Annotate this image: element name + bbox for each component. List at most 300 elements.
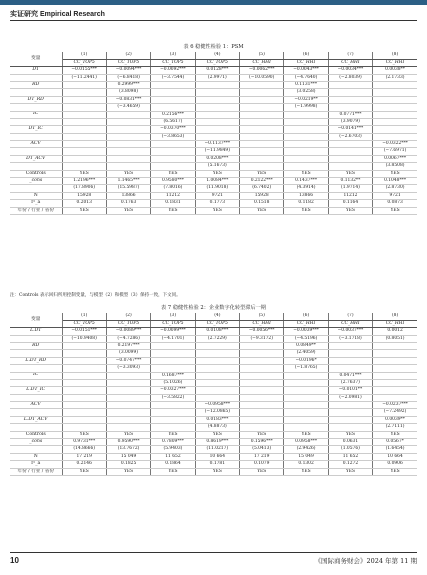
- table-cell: [328, 163, 372, 170]
- table-cell: [373, 387, 417, 394]
- row-label: [10, 409, 62, 416]
- table-cell: [328, 365, 372, 372]
- table-row: [10, 372, 417, 379]
- table-cell: 0.9590***: [106, 439, 150, 446]
- table-cell: 0.2146: [62, 461, 106, 468]
- table-cell: (11.0217): [195, 446, 239, 453]
- table-cell: −0.0056***: [240, 328, 284, 335]
- column-header: CC_TOP5: [62, 320, 106, 328]
- table7: [10, 313, 417, 476]
- table-cell: (2.1733): [373, 74, 417, 81]
- table-cell: [195, 96, 239, 103]
- table-cell: [195, 357, 239, 364]
- table-cell: [62, 402, 106, 409]
- table-cell: [62, 148, 106, 155]
- table-cell: [284, 111, 328, 118]
- column-number: (8): [373, 313, 417, 320]
- row-label: _cons: [10, 439, 62, 446]
- header-color-bar: [0, 0, 427, 5]
- table-row: [10, 365, 417, 372]
- table-cell: [373, 81, 417, 88]
- table-cell: 0.1164: [328, 200, 372, 207]
- row-label: ACV: [10, 402, 62, 409]
- table-cell: 0.2013: [62, 200, 106, 207]
- table-cell: [106, 141, 150, 148]
- table-row: [10, 185, 417, 192]
- table-cell: 15928: [62, 192, 106, 199]
- row-label: 年份 / 行业 / 省份: [10, 207, 62, 214]
- table-cell: [62, 409, 106, 416]
- table-cell: YES: [284, 207, 328, 214]
- table-cell: [328, 409, 372, 416]
- table-cell: [106, 387, 150, 394]
- table-cell: 1.2196***: [62, 178, 106, 185]
- table-cell: (−3.7544): [151, 74, 195, 81]
- table-cell: [240, 133, 284, 140]
- table-cell: [328, 350, 372, 357]
- table-row: [10, 342, 417, 349]
- table-cell: (14.8666): [62, 446, 106, 453]
- table-row: [10, 335, 417, 342]
- table-cell: [151, 424, 195, 431]
- column-header: CC_TOP5: [195, 59, 239, 67]
- table-cell: [151, 81, 195, 88]
- column-number: (5): [240, 313, 284, 320]
- table-cell: 0.2197***: [106, 342, 150, 349]
- table-cell: [62, 379, 106, 386]
- table-cell: [62, 342, 106, 349]
- table-cell: [62, 126, 106, 133]
- table-row: [10, 74, 417, 81]
- table-cell: 10 664: [195, 453, 239, 460]
- table-cell: [106, 118, 150, 125]
- table-cell: −0.0327***: [151, 387, 195, 394]
- table-cell: [240, 104, 284, 111]
- table-cell: −0.0151***: [62, 328, 106, 335]
- table-corner-label: 变量: [10, 52, 62, 67]
- table-cell: (4.3914): [284, 185, 328, 192]
- row-label: [10, 104, 62, 111]
- table-cell: 0.1048***: [373, 178, 417, 185]
- table-cell: YES: [284, 468, 328, 475]
- row-label: RD: [10, 81, 62, 88]
- table-row: [10, 357, 417, 364]
- table-cell: (2.9426): [284, 446, 328, 453]
- table-cell: [328, 96, 372, 103]
- table-cell: (3.8098): [106, 89, 150, 96]
- table-cell: YES: [62, 431, 106, 438]
- column-number: (4): [195, 52, 239, 59]
- table-cell: 0.7809***: [151, 439, 195, 446]
- table-cell: [62, 416, 106, 423]
- table-cell: (3.0099): [106, 350, 150, 357]
- table-cell: [195, 365, 239, 372]
- table-cell: −0.0370***: [151, 126, 195, 133]
- table-cell: 15 049: [284, 453, 328, 460]
- table-cell: (−11.2441): [62, 74, 106, 81]
- table-cell: 0.0567*: [373, 439, 417, 446]
- table-cell: [240, 141, 284, 148]
- table-cell: [151, 342, 195, 349]
- table-cell: [62, 104, 106, 111]
- row-label: [10, 379, 62, 386]
- table-row: [10, 141, 417, 148]
- table-cell: 0.1596***: [240, 439, 284, 446]
- table-cell: [240, 163, 284, 170]
- column-number: (3): [151, 52, 195, 59]
- row-label: [10, 446, 62, 453]
- table-cell: [373, 89, 417, 96]
- column-header: CC_HHI: [373, 320, 417, 328]
- row-label: ACV: [10, 141, 62, 148]
- table-cell: YES: [240, 431, 284, 438]
- table-cell: YES: [151, 468, 195, 475]
- table-row: [10, 453, 417, 460]
- column-number: (7): [328, 52, 372, 59]
- table-cell: (−4.5196): [284, 335, 328, 342]
- column-header: CC_HHI: [240, 320, 284, 328]
- table-cell: 0.2156***: [151, 111, 195, 118]
- table-cell: [373, 394, 417, 401]
- table-cell: [151, 416, 195, 423]
- table-cell: [195, 394, 239, 401]
- table-cell: (13.7672): [106, 446, 150, 453]
- table-row: [10, 394, 417, 401]
- table-cell: [373, 342, 417, 349]
- table-cell: −0.0062***: [240, 67, 284, 74]
- table-cell: 15 049: [106, 453, 150, 460]
- table-cell: (2.4059): [284, 350, 328, 357]
- table-cell: [62, 141, 106, 148]
- table-cell: (5.1026): [151, 379, 195, 386]
- table-cell: (2.7111): [373, 424, 417, 431]
- table6-caption: 表 6 稳健性检验 1：PSM: [183, 44, 244, 50]
- table-cell: (−10.0590): [240, 74, 284, 81]
- journal-issue: 《国际商务财会》2024 年第 11 期: [314, 557, 417, 565]
- table-cell: [62, 155, 106, 162]
- column-number: (1): [62, 52, 106, 59]
- column-header: CC_HHI: [284, 59, 328, 67]
- table-cell: 0.1302: [284, 461, 328, 468]
- table-cell: [284, 409, 328, 416]
- table-cell: [240, 394, 284, 401]
- table-row: [10, 126, 417, 133]
- table-cell: 0.2122***: [240, 178, 284, 185]
- table-cell: 0.1518: [240, 200, 284, 207]
- table-cell: YES: [62, 170, 106, 177]
- table-cell: [284, 372, 328, 379]
- table-cell: [240, 372, 284, 379]
- row-label: _cons: [10, 178, 62, 185]
- table-row: [10, 111, 417, 118]
- table-cell: [106, 379, 150, 386]
- table-cell: 0.0771***: [328, 111, 372, 118]
- table6: [10, 52, 417, 215]
- table-cell: −0.0092***: [151, 67, 195, 74]
- table-cell: (17.8906): [62, 185, 106, 192]
- table-cell: [195, 126, 239, 133]
- table-cell: [106, 155, 150, 162]
- table-cell: −0.0141***: [328, 126, 372, 133]
- table-cell: (6.5617): [151, 118, 195, 125]
- table-row: [10, 148, 417, 155]
- table-cell: 11 652: [151, 453, 195, 460]
- table-cell: 0.9731***: [62, 439, 106, 446]
- table-cell: YES: [106, 431, 150, 438]
- table-cell: YES: [62, 468, 106, 475]
- table-cell: YES: [151, 207, 195, 214]
- table-cell: [240, 148, 284, 155]
- table-cell: [151, 402, 195, 409]
- table-cell: [240, 365, 284, 372]
- table-cell: 17 219: [62, 453, 106, 460]
- column-header: CC_TOP5: [62, 59, 106, 67]
- table-cell: (2.7637): [328, 379, 372, 386]
- table-cell: (11.9018): [195, 185, 239, 192]
- table-cell: 0.0067***: [373, 155, 417, 162]
- table-cell: −0.1137***: [195, 141, 239, 148]
- table-corner-label: 变量: [10, 313, 62, 328]
- table-cell: [328, 402, 372, 409]
- table-cell: 0.0849**: [284, 342, 328, 349]
- table-row: [10, 328, 417, 335]
- table-cell: [62, 372, 106, 379]
- table-cell: (−2.6703): [328, 133, 372, 140]
- row-label: [10, 74, 62, 81]
- column-number: (6): [284, 313, 328, 320]
- table-cell: (−7.2492): [373, 409, 417, 416]
- table-cell: −0.0747***: [106, 357, 150, 364]
- row-label: IC: [10, 111, 62, 118]
- table-cell: (−7.6971): [373, 148, 417, 155]
- table-cell: −0.0237***: [373, 402, 417, 409]
- table-cell: (1.0576): [328, 446, 372, 453]
- row-label: L.DT_IC: [10, 387, 62, 394]
- table-cell: [284, 126, 328, 133]
- table-cell: [195, 81, 239, 88]
- table-cell: 13866: [106, 192, 150, 199]
- row-label: [10, 118, 62, 125]
- table-cell: [240, 387, 284, 394]
- table-row: [10, 350, 417, 357]
- table-cell: 0.1079: [240, 461, 284, 468]
- table-cell: [151, 365, 195, 372]
- table-cell: (1.6454): [373, 446, 417, 453]
- table-cell: 0.8619***: [195, 439, 239, 446]
- table-cell: [373, 350, 417, 357]
- table-cell: [373, 126, 417, 133]
- table-cell: YES: [328, 207, 372, 214]
- table-cell: YES: [151, 170, 195, 177]
- table-cell: (−3.4659): [106, 104, 150, 111]
- table-cell: [240, 402, 284, 409]
- table-cell: −0.0043***: [284, 67, 328, 74]
- table-cell: 0.0183***: [195, 416, 239, 423]
- section-heading: 实证研究 Empirical Research: [10, 11, 105, 18]
- table-cell: [106, 394, 150, 401]
- table-cell: 0.0631: [328, 439, 372, 446]
- table-cell: [106, 126, 150, 133]
- table-cell: [284, 141, 328, 148]
- table-cell: [240, 379, 284, 386]
- table-cell: [240, 342, 284, 349]
- table-cell: −0.0034***: [328, 67, 372, 74]
- table-cell: (6.7402): [240, 185, 284, 192]
- table-cell: [195, 118, 239, 125]
- table-cell: [106, 111, 150, 118]
- table-cell: YES: [328, 468, 372, 475]
- table-cell: [62, 350, 106, 357]
- row-label: [10, 163, 62, 170]
- table-cell: YES: [106, 468, 150, 475]
- table-cell: YES: [373, 431, 417, 438]
- row-label: IC: [10, 372, 62, 379]
- row-label: [10, 365, 62, 372]
- table-cell: 0.0958***: [284, 439, 328, 446]
- column-header: CC_TOP5: [106, 59, 150, 67]
- table-row: [10, 192, 417, 199]
- column-number: (5): [240, 52, 284, 59]
- table-cell: (0.8051): [373, 335, 417, 342]
- table-cell: [240, 81, 284, 88]
- table-cell: [62, 133, 106, 140]
- table-cell: [151, 155, 195, 162]
- row-label: [10, 148, 62, 155]
- column-number: (2): [106, 313, 150, 320]
- table-cell: YES: [62, 207, 106, 214]
- table-cell: (3.8508): [373, 163, 417, 170]
- table-cell: (5.0413): [240, 446, 284, 453]
- table-cell: (−11.9849): [195, 148, 239, 155]
- table-cell: [240, 350, 284, 357]
- table-cell: [240, 118, 284, 125]
- table-cell: (−3.1718): [328, 335, 372, 342]
- table-cell: [284, 148, 328, 155]
- table-cell: [328, 89, 372, 96]
- table-cell: [240, 111, 284, 118]
- table-cell: [284, 163, 328, 170]
- table-cell: [62, 163, 106, 170]
- table-cell: [62, 81, 106, 88]
- table-cell: 9721: [373, 192, 417, 199]
- table-cell: −0.0219**: [284, 96, 328, 103]
- table-cell: [151, 350, 195, 357]
- table-cell: [284, 133, 328, 140]
- table-cell: [373, 111, 417, 118]
- row-label: Controls: [10, 431, 62, 438]
- table-cell: YES: [240, 207, 284, 214]
- table-cell: [195, 133, 239, 140]
- table-cell: [284, 424, 328, 431]
- table-row: [10, 178, 417, 185]
- row-label: L.DT_ACV: [10, 416, 62, 423]
- table-cell: −0.0831***: [106, 96, 150, 103]
- column-header: CC_HHI: [284, 320, 328, 328]
- table-cell: [240, 89, 284, 96]
- column-header: CC_TOP5: [151, 320, 195, 328]
- table-cell: [240, 155, 284, 162]
- table-row: [10, 81, 417, 88]
- table-cell: YES: [373, 170, 417, 177]
- row-label: [10, 133, 62, 140]
- table-cell: 15928: [240, 192, 284, 199]
- table-cell: [106, 402, 150, 409]
- table-cell: [62, 365, 106, 372]
- table-cell: 0.1182: [284, 200, 328, 207]
- table-cell: YES: [195, 468, 239, 475]
- table-cell: YES: [195, 170, 239, 177]
- table-row: [10, 207, 417, 214]
- header-rule: [10, 20, 417, 21]
- table-row: [10, 379, 417, 386]
- table-row: [10, 431, 417, 438]
- table-cell: [328, 81, 372, 88]
- row-label: [10, 394, 62, 401]
- table-cell: 17 219: [240, 453, 284, 460]
- table-cell: 13866: [284, 192, 328, 199]
- table-cell: 11212: [151, 192, 195, 199]
- table-row: [10, 424, 417, 431]
- table-cell: [328, 155, 372, 162]
- table-cell: [328, 104, 372, 111]
- table-cell: 0.1825: [106, 461, 150, 468]
- table-cell: 0.0471***: [328, 372, 372, 379]
- table-cell: (1.9714): [328, 185, 372, 192]
- table-cell: (7.8016): [151, 185, 195, 192]
- table-cell: 0.0873: [373, 200, 417, 207]
- column-number: (4): [195, 313, 239, 320]
- table-row: [10, 409, 417, 416]
- table-cell: (−3.3093): [106, 365, 150, 372]
- table-cell: 0.1763: [106, 200, 150, 207]
- table-cell: YES: [284, 431, 328, 438]
- column-header: CC_HHI: [328, 320, 372, 328]
- table-row: [10, 89, 417, 96]
- row-label: DT_ACV: [10, 155, 62, 162]
- table-cell: 0.1687***: [151, 372, 195, 379]
- column-number: (2): [106, 52, 150, 59]
- table-cell: 0.1132**: [328, 178, 372, 185]
- column-number: (7): [328, 313, 372, 320]
- table-cell: [328, 357, 372, 364]
- table-cell: [284, 118, 328, 125]
- table-cell: 0.0208***: [195, 155, 239, 162]
- table-cell: [106, 372, 150, 379]
- footer-rule: [10, 552, 417, 553]
- table-cell: YES: [106, 170, 150, 177]
- table-cell: [240, 126, 284, 133]
- table-cell: [151, 409, 195, 416]
- table-cell: YES: [284, 170, 328, 177]
- table-cell: (−2.0981): [328, 394, 372, 401]
- table-cell: [62, 96, 106, 103]
- table-cell: [240, 424, 284, 431]
- row-label: L.DT_RD: [10, 357, 62, 364]
- column-header: CC_TOP5: [195, 320, 239, 328]
- table-cell: [373, 118, 417, 125]
- column-header: CC_HHI: [328, 59, 372, 67]
- table-cell: (−10.9408): [62, 335, 106, 342]
- table-cell: [62, 394, 106, 401]
- table-cell: (−9.3172): [240, 335, 284, 342]
- table-cell: [195, 342, 239, 349]
- table-cell: [151, 141, 195, 148]
- table-cell: −0.0196*: [284, 357, 328, 364]
- table-cell: (−2.8039): [328, 74, 372, 81]
- table-cell: (−3.8653): [151, 133, 195, 140]
- table-cell: −0.0322***: [373, 141, 417, 148]
- table-cell: (−1.9998): [284, 104, 328, 111]
